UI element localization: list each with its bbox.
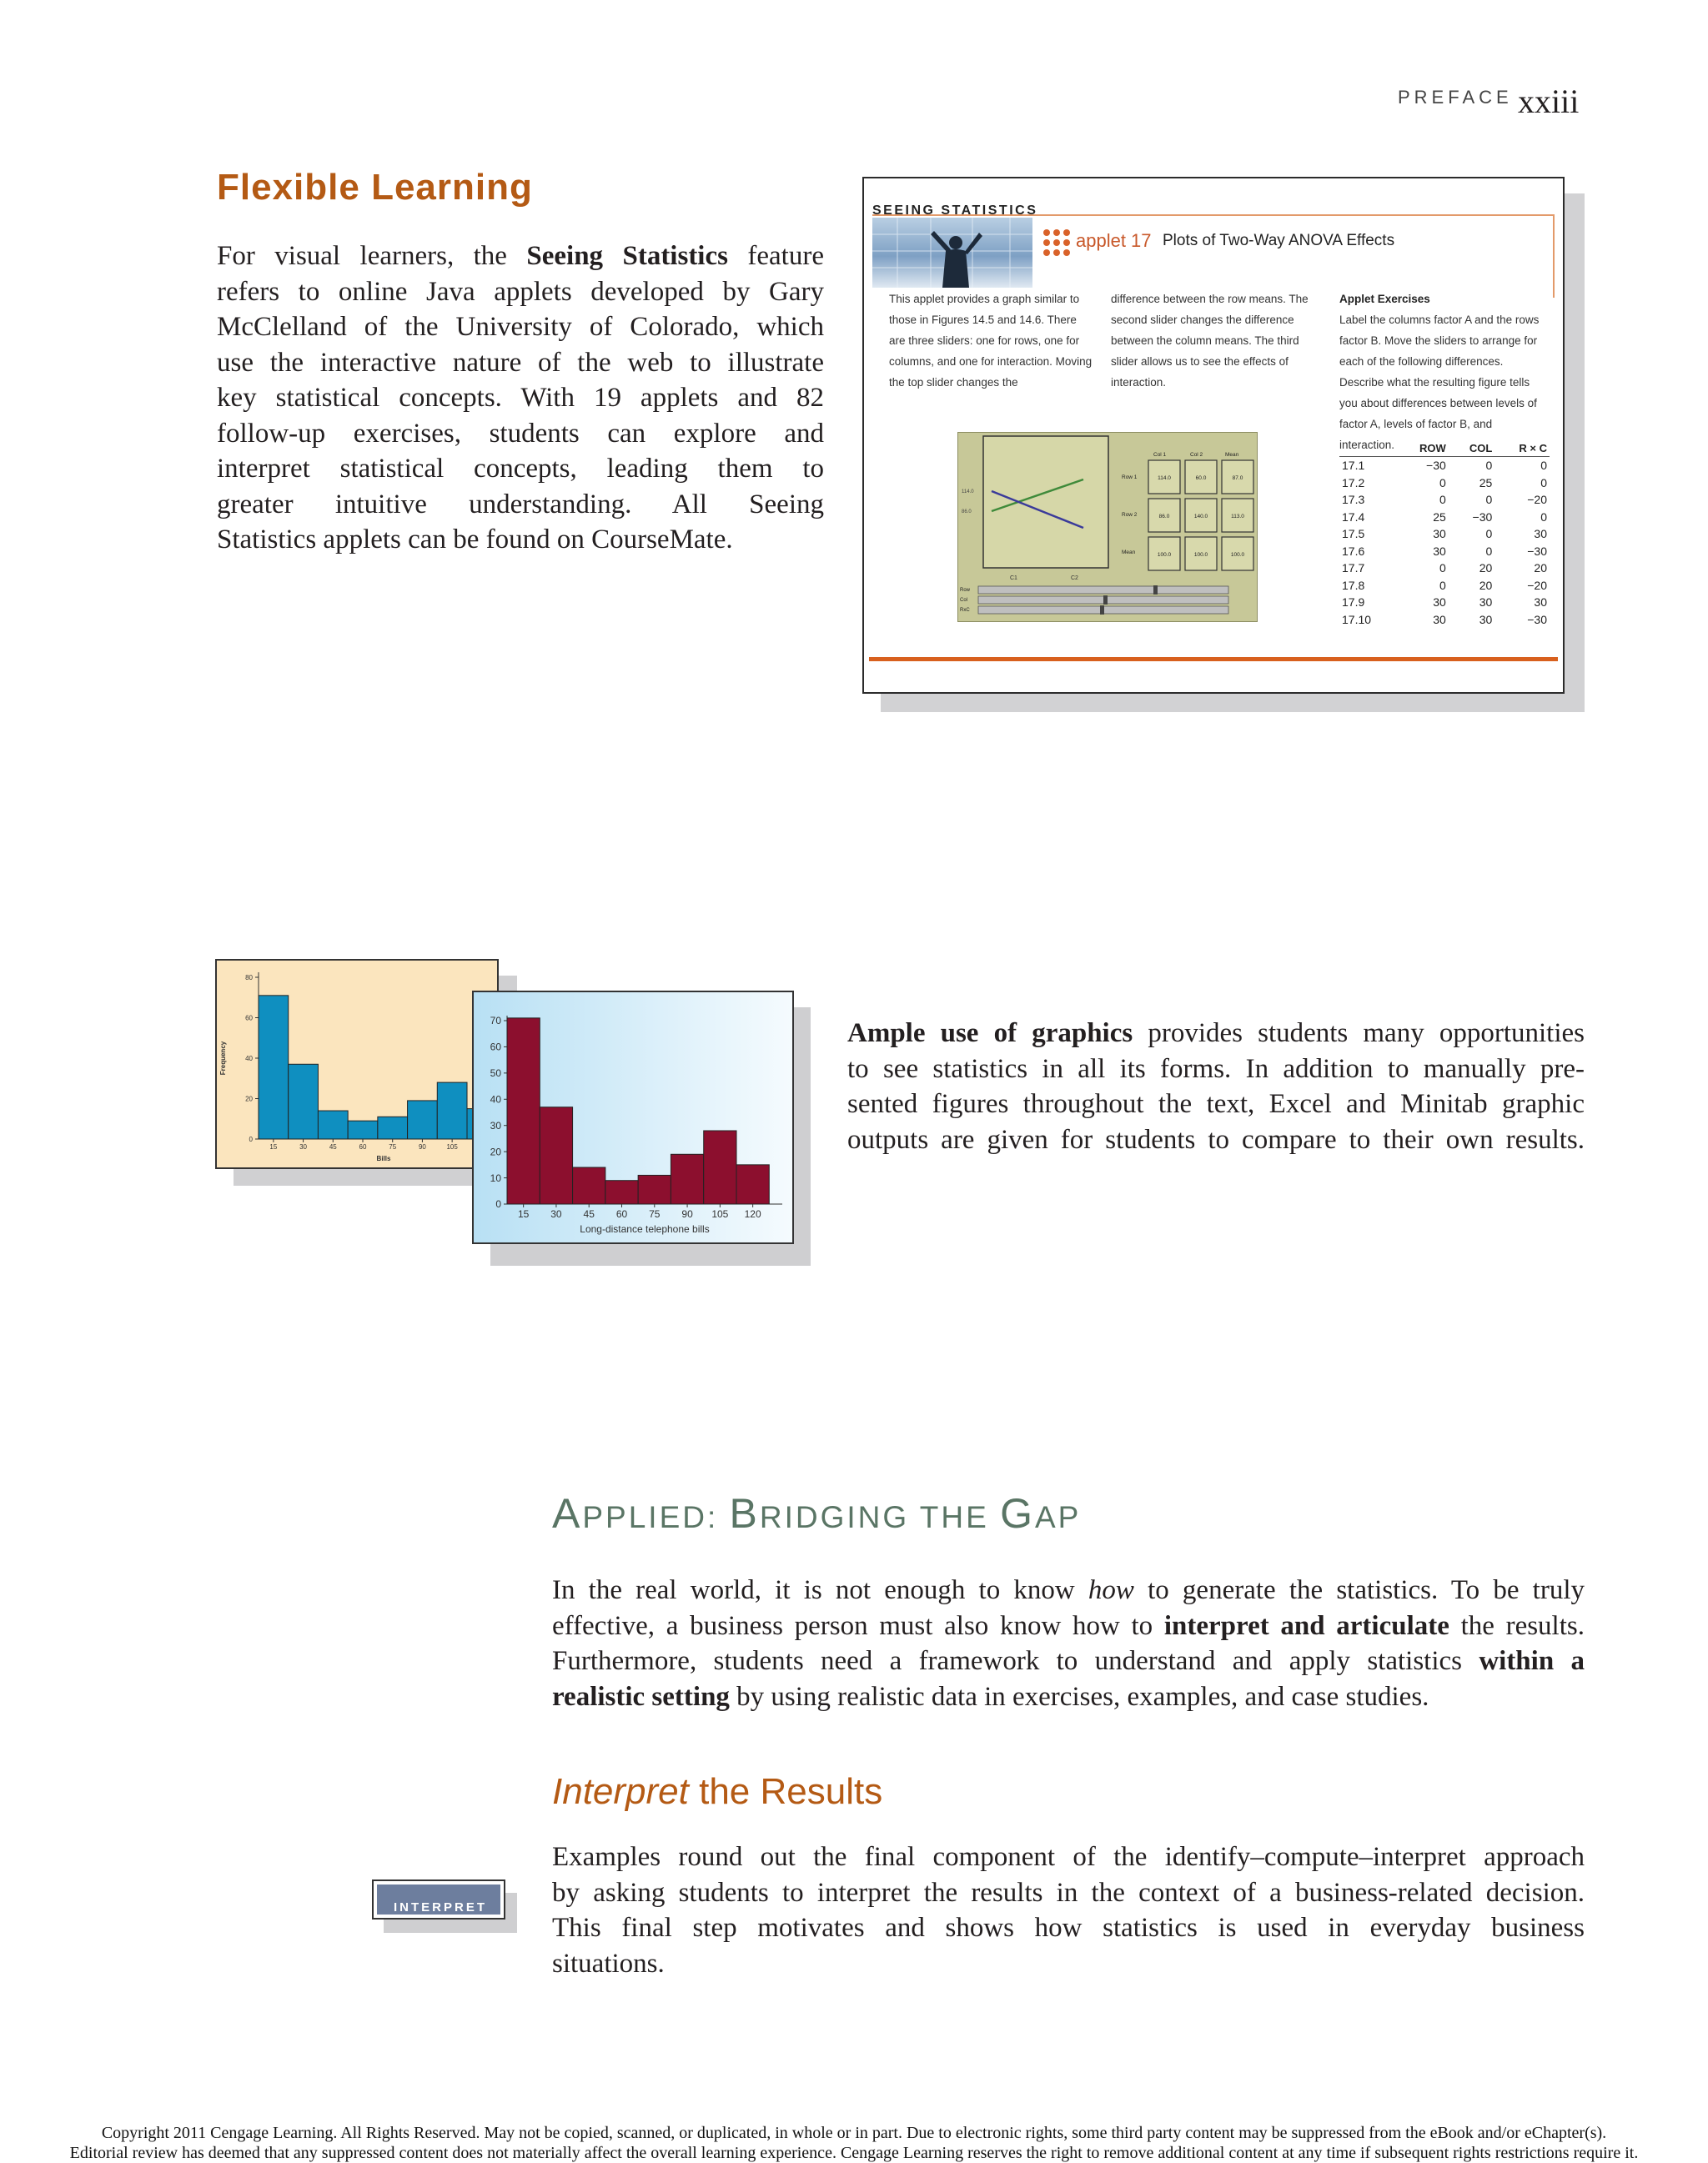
text-line: This final step motivates and shows how statistics is used in everyday business	[552, 1913, 1585, 1943]
grid-cell: 100.0	[1193, 552, 1208, 558]
minitab-histogram	[472, 991, 794, 1244]
histogram-bar	[289, 1064, 319, 1139]
running-head: PREFACE	[1398, 87, 1513, 108]
text-line: interpret statistical concepts, leading them to	[217, 454, 824, 484]
text-line: use the interactive nature of the web to illustrate	[217, 347, 824, 378]
x-tick-label: 90	[681, 1208, 693, 1220]
x-tick-label: 75	[389, 1143, 397, 1151]
histogram-bar	[408, 1101, 438, 1139]
text-line: situations.	[552, 1948, 665, 1979]
grid-cell: 60.0	[1195, 475, 1207, 481]
x-tick-label: 90	[418, 1143, 426, 1151]
flexible-learning-heading: Flexible Learning	[217, 167, 533, 208]
y-tick-label: 60	[490, 1041, 501, 1053]
x-tick-label: 60	[359, 1143, 367, 1151]
applet-x-label: C1	[1010, 575, 1017, 581]
svg-text:86.0: 86.0	[962, 509, 972, 514]
interpret-badge-label: INTERPRET	[394, 1900, 488, 1915]
text-line: follow-up exercises, students can explore and	[217, 418, 824, 449]
applet-dots-icon	[1042, 228, 1071, 257]
excel-histogram-chart	[217, 961, 497, 1167]
grid-cell: 87.0	[1232, 475, 1243, 481]
text-line: key statistical concepts. With 19 applets and 82	[217, 383, 824, 413]
histogram-bar	[348, 1121, 378, 1139]
grid-cell: 113.0	[1231, 514, 1244, 519]
applet-number: applet 17	[1076, 230, 1152, 251]
y-tick-label: 50	[490, 1067, 501, 1080]
applied-paragraph	[552, 1573, 1585, 1714]
text-line: Ample use of graphics provides students many opportunities	[847, 1018, 1585, 1048]
applet-description-col-2: difference between the row means. The second slider changes the difference between the column means. The third slider allows us to see the effects of interaction.	[1111, 293, 1309, 389]
page-number: xxiii	[1518, 83, 1580, 120]
histogram-bar	[671, 1154, 703, 1204]
graphics-paragraph	[847, 1016, 1585, 1157]
grid-row-label: Mean	[1122, 550, 1136, 555]
x-tick-label: 120	[744, 1208, 761, 1220]
slider-label: RxC	[960, 608, 970, 613]
applet-title: Plots of Two-Way ANOVA Effects	[1163, 232, 1395, 249]
banner-rule	[872, 214, 1555, 216]
grid-cell: 100.0	[1157, 552, 1172, 558]
banner-photo	[872, 218, 1032, 288]
table-row: 17.7 0 20 20	[1342, 561, 1547, 575]
applet-exercises-heading: Applet Exercises	[1339, 293, 1430, 305]
table-row: 17.9 30 30 30	[1342, 595, 1547, 610]
text-line: refers to online Java applets developed by Gary	[217, 276, 824, 307]
x-tick-label: 15	[517, 1208, 530, 1220]
x-tick-label: 30	[550, 1208, 562, 1220]
x-tick-label: 105	[711, 1208, 729, 1220]
seeing-statistics-banner: SEEING STATISTICS	[872, 203, 1038, 218]
text-line: outputs are given for students to compare to their own results.	[847, 1124, 1585, 1155]
table-row: 17.8 0 20 −20	[1342, 578, 1547, 592]
y-tick-label: 10	[490, 1172, 501, 1184]
grid-header: Col 2	[1190, 452, 1203, 458]
y-tick-label: 0	[249, 1135, 253, 1143]
applied-section-title: APPLIED: BRIDGING THE GAP	[552, 1490, 1082, 1537]
grid-cell: 100.0	[1230, 552, 1245, 558]
copyright-line: Editorial review has deemed that any suppressed content does not materially affect the overall learning experience. Cengage Learning reserves the right to remove additional content at any time if subsequent rights restrictions require it.	[69, 2144, 1639, 2162]
x-tick-label: 30	[299, 1143, 308, 1151]
minitab-histogram-chart	[474, 992, 792, 1242]
table-header: R × C	[1494, 440, 1550, 457]
text-line: Statistics applets can be found on CourseMate.	[217, 524, 733, 555]
interpret-paragraph	[552, 1839, 1585, 1981]
x-axis-label: Long-distance telephone bills	[580, 1223, 710, 1235]
applet-description-col-1: This applet provides a graph similar to those in Figures 14.5 and 14.6. There are three sliders: one for rows, one for columns, and one for interaction. Moving the top slider changes the	[889, 293, 1093, 389]
applet-figure	[862, 177, 1565, 694]
copyright-line: Copyright 2011 Cengage Learning. All Rights Reserved. May not be copied, scanned, or duplicated, in whole or in part. Due to electronic rights, some third party content may be suppressed from the eBook and/or eChapter(s).	[101, 2124, 1607, 2142]
histogram-bar	[605, 1181, 638, 1204]
x-axis-label: Bills	[376, 1155, 391, 1162]
y-tick-label: 40	[245, 1054, 253, 1062]
grid-header: Mean	[1225, 452, 1239, 458]
banner-vertical-rule	[1553, 214, 1555, 298]
copyright-notice	[0, 2123, 1708, 2163]
histogram-bar	[736, 1165, 769, 1204]
histogram-bar	[437, 1082, 467, 1139]
y-tick-label: 30	[490, 1119, 501, 1132]
applet-bottom-rule	[869, 657, 1558, 661]
table-row: 17.6 30 0 −30	[1342, 544, 1547, 558]
text-line: McClelland of the University of Colorado, which	[217, 312, 824, 342]
grid-row-label: Row 1	[1122, 474, 1138, 480]
grid-row-label: Row 2	[1122, 512, 1138, 518]
svg-text:114.0: 114.0	[962, 489, 974, 494]
table-row: 17.1 −30 0 0	[1342, 459, 1547, 473]
y-tick-label: 40	[490, 1093, 501, 1106]
interpret-heading: Interpret the Results	[552, 1771, 883, 1812]
slider-label: Col	[960, 598, 968, 603]
grid-cell: 114.0	[1158, 475, 1171, 481]
table-row: 17.10 30 30 −30	[1342, 612, 1547, 626]
histogram-bar	[540, 1107, 572, 1204]
grid-cell: 86.0	[1158, 514, 1170, 519]
histogram-bar	[704, 1131, 736, 1204]
x-tick-label: 45	[329, 1143, 337, 1151]
text-line: In the real world, it is not enough to know how to generate the statistics. To be truly	[552, 1575, 1585, 1605]
x-tick-label: 45	[583, 1208, 595, 1220]
table-header: ROW	[1396, 440, 1449, 457]
histogram-bar	[573, 1167, 605, 1204]
text-line: realistic setting by using realistic data in exercises, examples, and case studies.	[552, 1681, 1429, 1712]
slider-label: Row	[960, 588, 971, 593]
table-header-row	[1339, 440, 1550, 457]
text-line: greater intuitive understanding. All Seeing	[217, 489, 824, 519]
text-line: Furthermore, students need a framework to understand and apply statistics within a	[552, 1646, 1585, 1676]
text-line: For visual learners, the Seeing Statistics feature	[217, 241, 824, 271]
text-line: sented figures throughout the text, Excel and Minitab graphic	[847, 1089, 1585, 1119]
applet-exercise-table	[1339, 440, 1550, 628]
text-line: by asking students to interpret the results in the context of a business-related decision.	[552, 1877, 1585, 1908]
histogram-bar	[259, 996, 289, 1139]
grid-header: Col 1	[1153, 452, 1167, 458]
flexible-learning-paragraph	[217, 238, 824, 558]
histogram-bar	[507, 1018, 540, 1204]
y-tick-label: 70	[490, 1015, 501, 1027]
grid-cell: 140.0	[1193, 514, 1208, 519]
text-line: to see statistics in all its forms. In addition to manually pre-	[847, 1053, 1585, 1084]
y-tick-label: 20	[490, 1146, 501, 1158]
table-row: 17.4 25 −30 0	[1342, 509, 1547, 524]
y-axis-label: Frequency	[219, 1041, 227, 1076]
excel-histogram	[215, 959, 499, 1169]
y-tick-label: 80	[245, 973, 253, 981]
applet-x-label: C2	[1071, 575, 1078, 581]
x-tick-label: 105	[446, 1143, 458, 1151]
histogram-bar	[318, 1111, 348, 1139]
applet-exercises	[1339, 289, 1550, 455]
applet-exercises-text: Label the columns factor A and the rows factor B. Move the sliders to arrange for each of the following differences. Describe what the resulting figure tells you about differences between levels of factor A, levels of factor B, and interaction.	[1339, 314, 1540, 451]
interpret-badge	[372, 1879, 505, 1920]
y-tick-label: 20	[245, 1095, 253, 1103]
x-tick-label: 60	[615, 1208, 628, 1220]
histogram-bar	[378, 1117, 408, 1139]
table-header: COL	[1449, 440, 1495, 457]
table-row: 17.5 30 0 30	[1342, 527, 1547, 541]
applet-screenshot	[957, 432, 1258, 622]
x-tick-label: 15	[269, 1143, 278, 1151]
y-tick-label: 60	[245, 1014, 253, 1022]
y-tick-label: 0	[495, 1198, 501, 1211]
text-line: Examples round out the final component of the identify–compute–interpret approach	[552, 1842, 1585, 1872]
histogram-bar	[638, 1175, 671, 1204]
text-line: effective, a business person must also know how to interpret and articulate the results.	[552, 1610, 1585, 1641]
x-tick-label: 75	[649, 1208, 661, 1220]
table-row: 17.3 0 0 −20	[1342, 493, 1547, 507]
table-header	[1339, 440, 1396, 457]
table-row: 17.2 0 25 0	[1342, 475, 1547, 489]
